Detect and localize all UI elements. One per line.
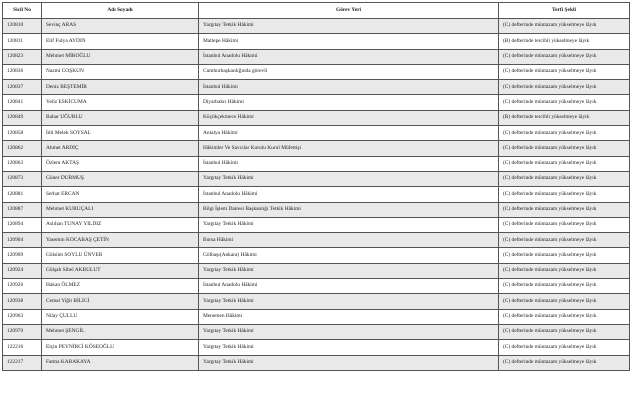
promotion-type-cell: (C) defterinde müntazam yükselmeye lâyık [499,294,630,309]
name-cell: Elçin PEYNİRCİ KÖSEOĞLU [42,340,199,355]
sicil-cell: 120863 [3,156,42,171]
promotion-type-cell: (C) defterinde müntazam yükselmeye lâyık [499,217,630,232]
sicil-cell: 120841 [3,95,42,110]
table-row [3,141,630,156]
duty-station-cell: Yargıtay Tetkik Hâkimi [199,263,499,278]
duty-station-cell: Gölbaşı(Ankara) Hâkimi [199,248,499,263]
duty-station-cell: Diyarbakır Hâkimi [199,95,499,110]
table-row [3,156,630,171]
sicil-cell: 120849 [3,110,42,125]
duty-station-cell: Yargıtay Tetkik Hâkimi [199,355,499,370]
promotion-type-cell: (C) defterinde müntazam yükselmeye lâyık [499,187,630,202]
promotion-type-cell: (C) defterinde müntazam yükselmeye lâyık [499,49,630,64]
name-cell: Fatma KARAKAYA [42,355,199,370]
name-cell: İdil Melek SOYSAL [42,126,199,141]
table-row [3,233,630,248]
promotion-type-cell: (C) defterinde müntazam yükselmeye lâyık [499,263,630,278]
duty-station-cell: Antalya Hâkimi [199,126,499,141]
name-cell: Güner DURMUŞ [42,171,199,186]
sicil-cell: 120836 [3,64,42,79]
name-cell: Mehmet ŞENGİL [42,324,199,339]
name-cell: Ahmet ARDIÇ [42,141,199,156]
promotion-type-cell: (B) defterinde tercihli yükselmeye lâyık [499,34,630,49]
table-row [3,324,630,339]
name-cell: Gülsüm SOYLU ÜNVER [42,248,199,263]
duty-station-cell: Küçükçekmece Hâkimi [199,110,499,125]
name-cell: Hakan ÖLMEZ [42,279,199,294]
name-cell: Cemal Yiğit BİLİCİ [42,294,199,309]
promotion-type-cell: (C) defterinde müntazam yükselmeye lâyık [499,309,630,324]
promotion-table [2,2,630,371]
sicil-cell: 120873 [3,171,42,186]
promotion-type-cell: (C) defterinde müntazam yükselmeye lâyık [499,324,630,339]
promotion-type-cell: (C) defterinde müntazam yükselmeye lâyık [499,156,630,171]
duty-station-cell: Yargıtay Tetkik Hâkimi [199,171,499,186]
sicil-cell: 122217 [3,355,42,370]
sicil-cell: 120810 [3,19,42,34]
promotion-type-cell: (C) defterinde müntazam yükselmeye lâyık [499,355,630,370]
duty-station-cell: Yargıtay Tetkik Hâkimi [199,324,499,339]
sicil-cell: 120926 [3,279,42,294]
sicil-cell: 120881 [3,187,42,202]
table-row [3,248,630,263]
promotion-type-cell: (C) defterinde müntazam yükselmeye lâyık [499,64,630,79]
table-row [3,19,630,34]
sicil-cell: 120894 [3,217,42,232]
sicil-cell: 120970 [3,324,42,339]
sicil-cell: 120858 [3,126,42,141]
sicil-cell: 120862 [3,141,42,156]
name-cell: Sevinç ARAS [42,19,199,34]
promotion-type-cell: (C) defterinde müntazam yükselmeye lâyık [499,340,630,355]
name-cell: Elif Fulya AYDIN [42,34,199,49]
promotion-type-cell: (B) defterinde tercihli yükselmeye lâyık [499,110,630,125]
name-cell: Mehmet MİROĞLU [42,49,199,64]
duty-station-cell: İstanbul Hâkimi [199,156,499,171]
table-body [3,19,630,371]
name-cell: Yeliz ESKİCUMA [42,95,199,110]
sicil-cell: 120938 [3,294,42,309]
duty-station-cell: İstanbul Anadolu Hâkimi [199,187,499,202]
table-row [3,171,630,186]
table-row [3,80,630,95]
name-cell: Bahar UĞURLU [42,110,199,125]
promotion-type-cell: (C) defterinde müntazam yükselmeye lâyık [499,233,630,248]
document-page [2,2,629,371]
duty-station-cell: Hâkimler Ve Savcılar Kurulu Kurul Müfettişi [199,141,499,156]
sicil-cell: 120904 [3,233,42,248]
header-sicil-no: Sicil No [3,3,42,19]
table-row [3,126,630,141]
promotion-type-cell: (C) defterinde müntazam yükselmeye lâyık [499,80,630,95]
duty-station-cell: Bilgi İşlem Dairesi Başkanlığı Tetkik Hâkimi [199,202,499,217]
header-duty-station: Görev Yeri [199,3,499,19]
name-cell: Nilay ÇULLU [42,309,199,324]
sicil-cell: 120811 [3,34,42,49]
header-promotion-type: Terfi Şekli [499,3,630,19]
table-row [3,64,630,79]
duty-station-cell: İstanbul Anadolu Hâkimi [199,49,499,64]
name-cell: Nazmi COŞKUN [42,64,199,79]
table-row [3,355,630,370]
name-cell: Mehmet KURUÇALI [42,202,199,217]
duty-station-cell: İstanbul Hâkimi [199,80,499,95]
table-row [3,217,630,232]
duty-station-cell: Yargıtay Tetkik Hâkimi [199,294,499,309]
name-cell: Özlem AKTAŞ [42,156,199,171]
promotion-type-cell: (C) defterinde müntazam yükselmeye lâyık [499,171,630,186]
name-cell: Deniz BEŞTEMİR [42,80,199,95]
name-cell: Gülşah Sibel AKBULUT [42,263,199,278]
promotion-type-cell: (C) defterinde müntazam yükselmeye lâyık [499,126,630,141]
promotion-type-cell: (C) defterinde müntazam yükselmeye lâyık [499,95,630,110]
sicil-cell: 122216 [3,340,42,355]
promotion-type-cell: (C) defterinde müntazam yükselmeye lâyık [499,141,630,156]
table-row [3,279,630,294]
duty-station-cell: Menemen Hâkimi [199,309,499,324]
duty-station-cell: Yargıtay Tetkik Hâkimi [199,340,499,355]
table-row [3,263,630,278]
table-row [3,34,630,49]
sicil-cell: 120887 [3,202,42,217]
table-row [3,95,630,110]
duty-station-cell: Maltepe Hâkimi [199,34,499,49]
promotion-type-cell: (C) defterinde müntazam yükselmeye lâyık [499,202,630,217]
duty-station-cell: Cumhurbaşkanlığında görevli [199,64,499,79]
promotion-type-cell: (C) defterinde müntazam yükselmeye lâyık [499,19,630,34]
promotion-type-cell: (C) defterinde müntazam yükselmeye lâyık [499,279,630,294]
name-cell: Aslıhan TUNAY YILDIZ [42,217,199,232]
duty-station-cell: İstanbul Anadolu Hâkimi [199,279,499,294]
table-header-row [3,3,630,19]
header-name: Adı Soyadı [42,3,199,19]
sicil-cell: 120909 [3,248,42,263]
name-cell: Yasemin KOCABAŞ ÇETİN [42,233,199,248]
sicil-cell: 120823 [3,49,42,64]
duty-station-cell: Yargıtay Tetkik Hâkimi [199,217,499,232]
table-row [3,49,630,64]
table-row [3,202,630,217]
sicil-cell: 120963 [3,309,42,324]
sicil-cell: 120924 [3,263,42,278]
duty-station-cell: Bursa Hâkimi [199,233,499,248]
table-row [3,110,630,125]
duty-station-cell: Yargıtay Tetkik Hâkimi [199,19,499,34]
table-row [3,187,630,202]
table-row [3,309,630,324]
table-row [3,340,630,355]
name-cell: Serhat ERCAN [42,187,199,202]
table-row [3,294,630,309]
promotion-type-cell: (C) defterinde müntazam yükselmeye lâyık [499,248,630,263]
sicil-cell: 120837 [3,80,42,95]
